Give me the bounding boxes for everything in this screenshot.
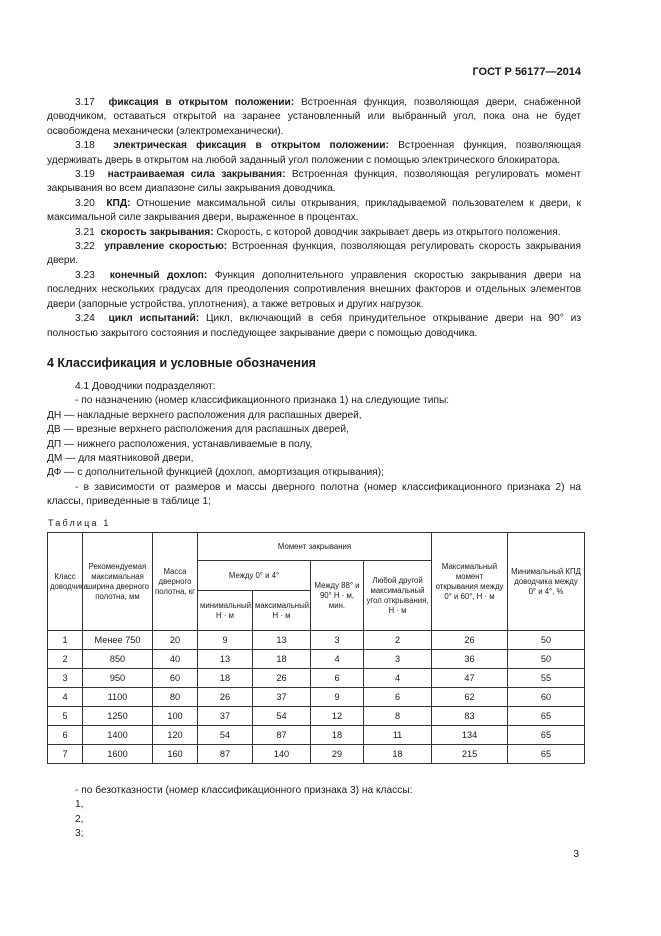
definition-3-17: 3.17 фиксация в открытом положении: Встроенная функция, позволяющая двери, снабженной доводчиком, оставаться открытой на заранее установленный или выбранный угол, пока она не будет освобождена механически (электромеханически). [47, 97, 581, 137]
header-mass: Масса дверного полотна, кг [153, 533, 198, 631]
list-item: - по безотказности (номер классификационного признака 3) на классы: [75, 785, 413, 796]
table-caption: Таблица 1 [48, 518, 111, 528]
header-width: Рекомендуемая максимальная ширина дверного полотна, мм [83, 533, 153, 631]
page-number: 3 [573, 849, 579, 860]
section-heading: 4 Классификация и условные обозначения [47, 356, 316, 370]
definition-3-24: 3.24 цикл испытаний: Цикл, включающий в себя принудительное открывание двери на 90° из полностью закрытого состояния и последующее закрывание двери с помощью доводчика. [47, 313, 581, 339]
table-row: 4 1100 80 26 37 9 6 62 60 [48, 688, 585, 707]
list-item: ДМ — для маятниковой двери, [47, 453, 194, 465]
header-range-0-4: Между 0° и 4° [198, 561, 311, 591]
definition-3-22: 3.22 управление скоростью: Встроенная функция, позволяющая регулировать скорость закрывания двери. [47, 241, 581, 267]
list-item: - в зависимости от размеров и массы дверного полотна (номер классификационного признака 2) на классы, приведенные в таблице 1; [47, 481, 581, 508]
classification-block [47, 380, 581, 510]
table-row: 3 950 60 18 26 6 4 47 55 [48, 669, 585, 688]
definition-3-21: 3.21 скорость закрывания: Скорость, с которой доводчик закрывает дверь из открытого положения. [75, 226, 561, 238]
document-header: ГОСТ Р 56177—2014 [472, 66, 581, 78]
table-row: 1 Менее 750 20 9 13 3 2 26 50 [48, 631, 585, 650]
header-any-angle: Любой другой максимальный угол открывания, Н · м [364, 561, 432, 631]
header-moment: Момент закрывания [198, 533, 432, 561]
header-open-moment: Максимальный момент открывания между 0° и 60°, Н · м [432, 533, 508, 631]
list-item: 1, [75, 799, 84, 811]
safety-classes-block [47, 784, 413, 842]
list-item: ДФ — с дополнительной функцией (дохлоп, амортизация открывания); [47, 467, 384, 479]
list-item: - по назначению (номер классификационного признака 1) на следующие типы: [75, 395, 450, 407]
header-min: минимальный, Н · м [198, 591, 253, 631]
definitions-block [47, 96, 581, 341]
list-item: ДП — нижнего расположения, устанавливаемые в полу, [47, 438, 313, 450]
list-item: ДН — накладные верхнего расположения для распашных дверей, [47, 409, 362, 421]
header-88-90: Между 88° и 90° Н · м, мин. [311, 561, 364, 631]
list-item: 2, [75, 813, 84, 825]
definition-3-19: 3.19 настраиваемая сила закрывания: Встроенная функция, позволяющая регулировать момент закрывания во всем диапазоне силы закрывания доводчика. [47, 169, 582, 195]
definition-3-18: 3.18 электрическая фиксация в открытом положении: Встроенная функция, позволяющая удерживать дверь в открытом на любой заданный угол положении с помощью электрического блокиратора. [47, 140, 581, 166]
table-row: 7 1600 160 87 140 29 18 215 65 [48, 745, 585, 764]
header-max: максимальный, Н · м [253, 591, 311, 631]
list-item: ДВ — врезные верхнего расположения для распашных дверей, [47, 424, 349, 436]
table-row: 2 850 40 13 18 4 3 36 50 [48, 650, 585, 669]
header-kpd: Минимальный КПД доводчика между 0° и 4°, % [508, 533, 585, 631]
table-row: 5 1250 100 37 54 12 8 83 65 [48, 707, 585, 726]
classes-table [47, 532, 585, 764]
clause-4-1: 4.1 Доводчики подразделяют: [75, 381, 216, 392]
list-item: 3; [75, 828, 84, 840]
definition-3-20: 3.20 КПД: Отношение максимальной силы открывания, прикладываемой пользователем к двери, к максимальной силе закрывания двери, выраженное в процентах. [47, 197, 581, 224]
table-row: 6 1400 120 54 87 18 11 134 65 [48, 726, 585, 745]
definition-3-23: 3.23 конечный дохлоп: Функция дополнительного управления скоростью закрывания двери на последних нескольких градусах для преодоления сопротивления внешних факторов и отдельных элементов двери (запорные устройства, уплотнения), а также ветровых и других нагрузок. [47, 269, 581, 310]
header-class: Класс доводчика [48, 533, 83, 631]
